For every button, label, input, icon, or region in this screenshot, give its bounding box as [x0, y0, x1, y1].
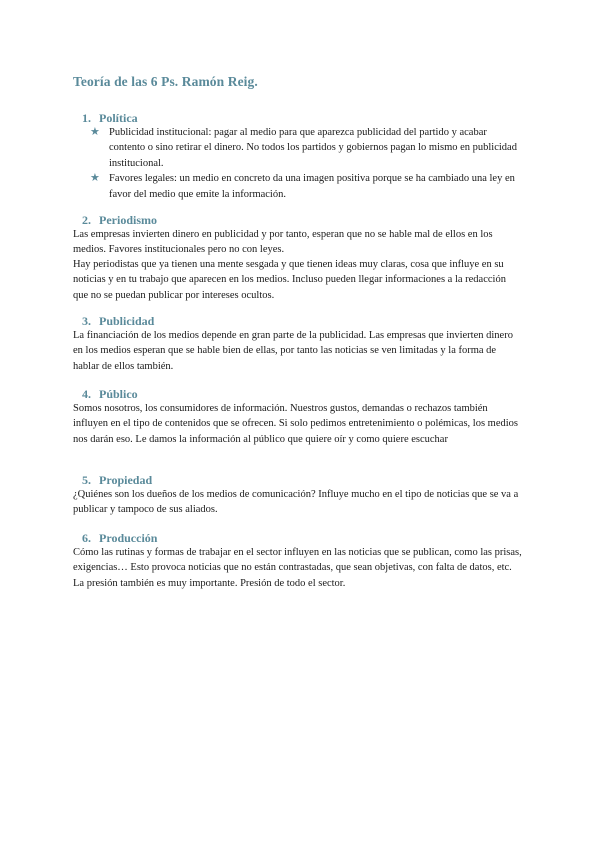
section-number: 4. — [82, 387, 91, 401]
star-icon: ★ — [90, 172, 100, 185]
paragraph: Cómo las rutinas y formas de trabajar en el sector influyen en las noticias que se publican, como las prisas, exigencias… Esto provoca noticias que no están contrastadas, que sean objetivas, con falta de datos, etc. La presión también es muy importante. Presión de todo el sector. — [73, 547, 522, 589]
bullet-text: Favores legales: un medio en concreto da una imagen positiva porque se ha cambiado una ley en favor del medio que emite la información. — [109, 173, 515, 200]
paragraph: Las empresas invierten dinero en publicidad y por tanto, esperan que no se hable mal de ellos en los medios. Favores institucionales pero no con leyes. — [73, 229, 493, 256]
section-title: Público — [99, 387, 138, 401]
section-number: 1. — [82, 111, 91, 125]
star-icon: ★ — [90, 126, 100, 138]
bullet-list — [90, 125, 524, 202]
paragraph: Somos nosotros, los consumidores de información. Nuestros gustos, demandas o rechazos también influyen en el tipo de contenidos que se ofrecen. Si solo pedimos entretenimiento o polémicas, los medios nos darán eso. Le damos la información al público que quiere oír y como quiere escuchar — [73, 403, 518, 445]
section-title: Publicidad — [99, 314, 155, 328]
section-number: 2. — [82, 213, 91, 227]
section-heading-publicidad — [73, 314, 154, 329]
section-number: 3. — [82, 314, 91, 328]
list-item — [90, 125, 524, 171]
paragraph: ¿Quiénes son los dueños de los medios de comunicación? Influye mucho en el tipo de noticias que se va a publicar y tampoco de sus aliados. — [73, 489, 519, 516]
section-heading-publico — [73, 387, 138, 402]
section-title: Política — [99, 111, 138, 125]
section-heading-produccion — [73, 531, 157, 546]
section-heading-periodismo — [73, 213, 157, 228]
paragraph: Hay periodistas que ya tienen una mente sesgada y que tienen ideas muy claras, cosa que influye en su noticias y en tu trabajo que aparecen en los medios. Incluso pueden llegar informaciones a la redacción que no se puedan publicar por intereses ocultos. — [73, 259, 506, 301]
section-title: Periodismo — [99, 213, 157, 227]
paragraph: La financiación de los medios depende en gran parte de la publicidad. Las empresas que invierten dinero en los medios esperan que se hable bien de ellas, por tanto las noticias se ven limitadas y la forma de hablar de ellos también. — [73, 330, 513, 372]
section-heading-politica — [73, 111, 138, 126]
section-number: 5. — [82, 473, 91, 487]
section-title: Propiedad — [99, 473, 153, 487]
section-heading-propiedad — [73, 473, 152, 488]
section-number: 6. — [82, 531, 91, 545]
page-title: Teoría de las 6 Ps. Ramón Reig. — [73, 74, 258, 89]
section-title: Producción — [99, 531, 158, 545]
list-item — [90, 171, 524, 202]
bullet-text: Publicidad institucional: pagar al medio para que aparezca publicidad del partido y acabar contento o sino retirar el dinero. No todos los partidos y gobiernos pagan lo mismo en publicidad institucional. — [109, 127, 517, 169]
